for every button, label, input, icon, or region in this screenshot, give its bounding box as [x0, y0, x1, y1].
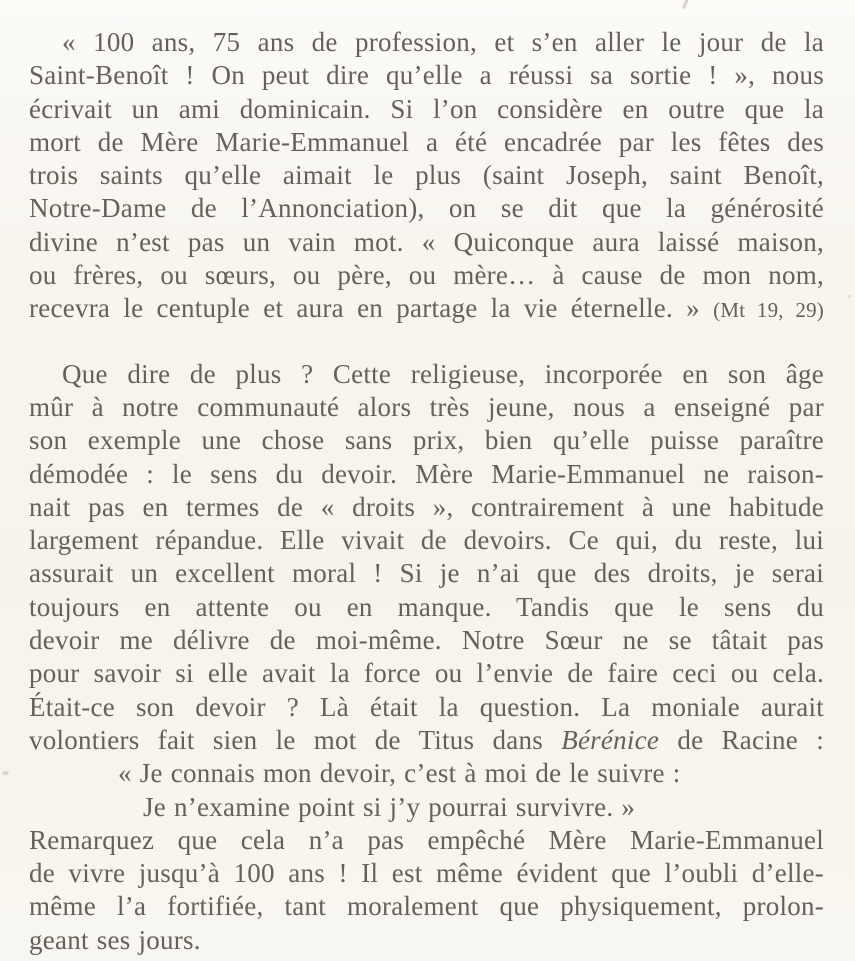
text-line — [29, 724, 824, 757]
text-line — [29, 292, 824, 325]
text-segment: mort de Mère Marie-Emmanuel a été encadrée par les fêtes des — [29, 126, 824, 157]
text-line — [29, 691, 824, 724]
verse-line — [29, 757, 824, 790]
text-segment: recevra le centuple et aura en partage la vie éternelle. » — [29, 293, 714, 324]
page-text — [29, 26, 824, 957]
text-segment: écrivait un ami dominicain. Si l’on considère en outre que la — [29, 93, 824, 124]
text-segment: divine n’est pas un vain mot. « Quiconque aura laissé maison, — [29, 226, 824, 257]
text-segment: de Racine : — [659, 724, 824, 755]
text-line — [29, 192, 824, 225]
text-line — [29, 458, 824, 491]
text-line — [29, 424, 824, 457]
book-title-italic: Bérénice — [561, 724, 660, 755]
text-line — [29, 591, 824, 624]
text-segment: « Je connais mon devoir, c’est à moi de le suivre : — [118, 758, 681, 789]
text-line — [29, 924, 824, 957]
scan-artifact — [847, 295, 851, 298]
text-line — [29, 857, 824, 890]
text-segment: geant ses jours. — [29, 924, 201, 955]
text-line — [29, 624, 824, 657]
bible-reference: (Mt 19, 29) — [713, 298, 824, 323]
text-line — [29, 524, 824, 557]
verse-line — [29, 791, 824, 824]
text-line — [29, 358, 824, 391]
text-segment: pour savoir si elle avait la force ou l’envie de faire ceci ou cela. — [29, 658, 824, 689]
text-segment: volontiers fait sien le mot de Titus dans — [29, 724, 562, 755]
text-segment: son exemple une chose sans prix, bien qu’elle puisse paraître — [29, 425, 824, 456]
text-line — [29, 126, 824, 159]
text-line — [29, 491, 824, 524]
text-segment: de vivre jusqu’à 100 ans ! Il est même évident que l’oubli d’elle- — [29, 858, 824, 889]
scan-artifact — [682, 0, 689, 9]
text-segment: nait pas en termes de « droits », contrairement à une habitude — [29, 491, 824, 522]
text-segment: même l’a fortifiée, tant moralement que physiquement, prolon- — [29, 891, 824, 922]
text-segment: toujours en attente ou en manque. Tandis que le sens du — [29, 591, 824, 622]
text-line — [29, 93, 824, 126]
text-line — [29, 226, 824, 259]
text-segment: Notre-Dame de l’Annonciation), on se dit que la générosité — [29, 193, 824, 224]
text-line — [29, 259, 824, 292]
text-line — [29, 26, 824, 59]
text-segment: Remarquez que cela n’a pas empêché Mère Marie-Emmanuel — [29, 824, 824, 855]
text-segment: Saint-Benoît ! On peut dire qu’elle a réussi sa sortie ! », nous — [29, 60, 824, 91]
text-line — [29, 159, 824, 192]
text-segment: Je n’examine point si j’y pourrai survivre. » — [143, 791, 636, 822]
text-segment: « 100 ans, 75 ans de profession, et s’en aller le jour de la — [62, 27, 824, 57]
text-segment: largement répandue. Elle vivait de devoirs. Ce qui, du reste, lui — [29, 525, 824, 556]
text-segment: trois saints qu’elle aimait le plus (saint Joseph, saint Benoît, — [29, 160, 824, 191]
scan-artifact — [2, 771, 9, 775]
text-line — [29, 557, 824, 590]
text-line — [29, 59, 824, 92]
text-segment: Que dire de plus ? Cette religieuse, incorporée en son âge — [62, 358, 824, 389]
text-line — [29, 824, 824, 857]
text-segment: assurait un excellent moral ! Si je n’ai que des droits, je serai — [29, 558, 824, 589]
text-line — [29, 890, 824, 923]
text-segment: mûr à notre communauté alors très jeune, nous a enseigné par — [29, 391, 824, 422]
text-line — [29, 657, 824, 690]
text-segment: démodée : le sens du devoir. Mère Marie-Emmanuel ne raison- — [29, 458, 824, 489]
paragraph — [29, 26, 824, 326]
text-segment: Était-ce son devoir ? Là était la question. La moniale aurait — [29, 691, 824, 722]
text-segment: ou frères, ou sœurs, ou père, ou mère… à cause de mon nom, — [29, 260, 824, 291]
text-line — [29, 391, 824, 424]
text-segment: devoir me délivre de moi-même. Notre Sœur ne se tâtait pas — [29, 625, 824, 656]
paragraph — [29, 358, 824, 957]
